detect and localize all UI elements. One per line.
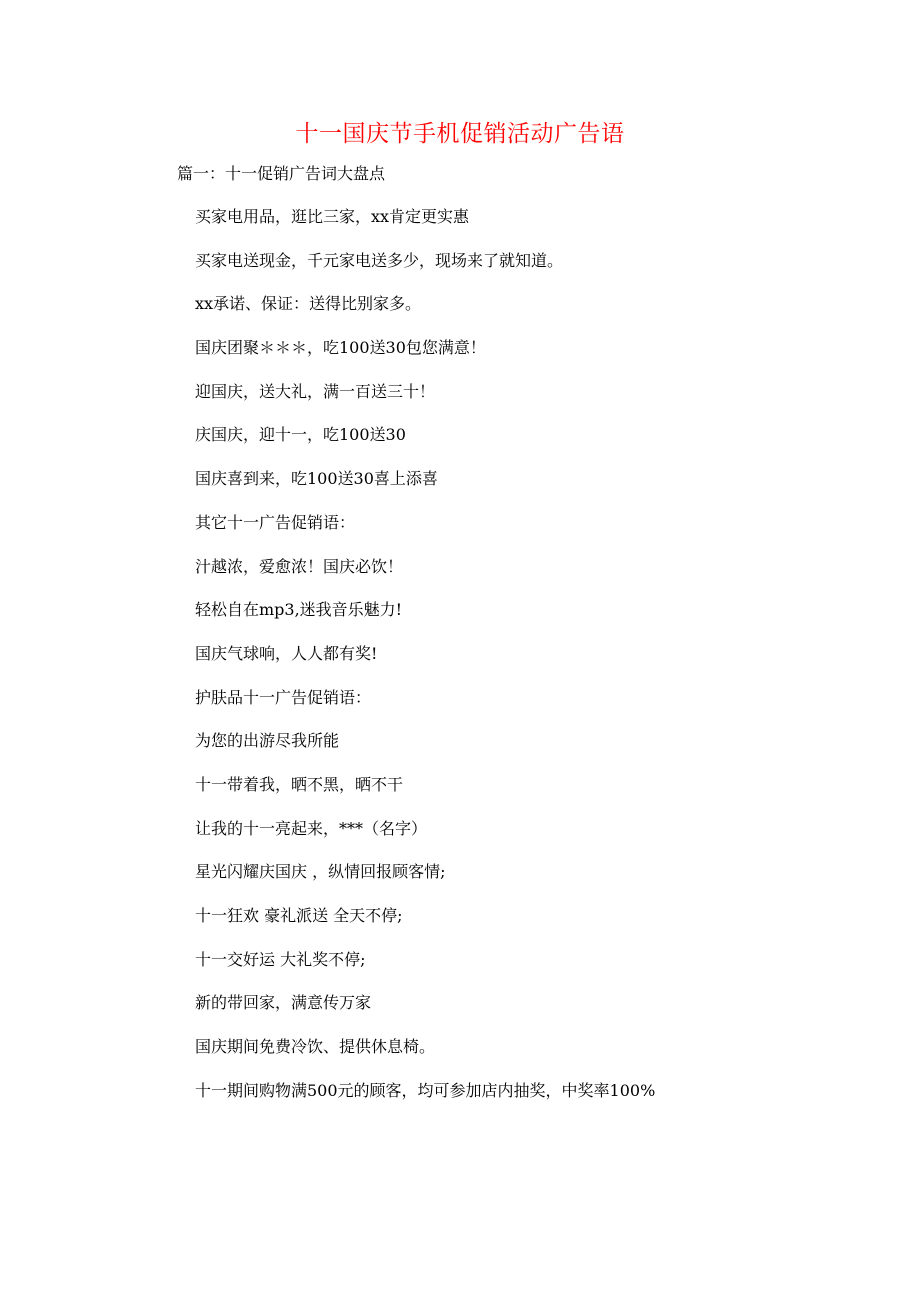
section-heading: 篇一：十一促销广告词大盘点 xyxy=(177,164,386,183)
slogan-line: 轻松自在mp3,迷我音乐魅力! xyxy=(195,600,403,620)
subsection-heading: 护肤品十一广告促销语： xyxy=(195,687,372,707)
slogan-line: 国庆喜到来，吃100送30喜上添喜 xyxy=(195,469,438,489)
slogan-line: 十一期间购物满500元的顾客，均可参加店内抽奖，中奖率100% xyxy=(195,1080,656,1100)
slogan-line: 买家电用品，逛比三家，xx肯定更实惠 xyxy=(195,207,470,226)
document-title: 十一国庆节手机促销活动广告语 xyxy=(295,121,625,147)
slogan-line: 买家电送现金，千元家电送多少，现场来了就知道。 xyxy=(195,250,564,270)
slogan-list xyxy=(195,203,655,1120)
slogan-line: 国庆团聚＊＊＊，吃100送30包您满意！ xyxy=(195,338,486,358)
subsection-heading: 其它十一广告促销语： xyxy=(195,512,356,532)
slogan-line: 让我的十一亮起来，***（名字） xyxy=(195,818,428,838)
slogan-line: 庆国庆，迎十一，吃100送30 xyxy=(195,425,406,445)
slogan-line: 迎国庆，送大礼，满一百送三十！ xyxy=(195,381,436,401)
slogan-line: 星光闪耀庆国庆 ，纵情回报顾客情; xyxy=(195,862,446,882)
slogan-line: 为您的出游尽我所能 xyxy=(195,731,340,751)
slogan-line: 国庆气球响，人人都有奖! xyxy=(195,643,378,663)
slogan-line: 国庆期间免费冷饮、提供休息椅。 xyxy=(195,1037,436,1057)
slogan-line: xx承诺、保证：送得比别家多。 xyxy=(195,294,422,314)
slogan-line: 十一交好运 大礼奖不停; xyxy=(195,949,366,969)
slogan-line: 十一狂欢 豪礼派送 全天不停; xyxy=(195,906,403,925)
slogan-line: 汁越浓，爱愈浓！国庆必饮！ xyxy=(195,556,404,576)
slogan-line: 新的带回家，满意传万家 xyxy=(195,993,372,1013)
slogan-line: 十一带着我，晒不黑，晒不干 xyxy=(195,774,404,794)
